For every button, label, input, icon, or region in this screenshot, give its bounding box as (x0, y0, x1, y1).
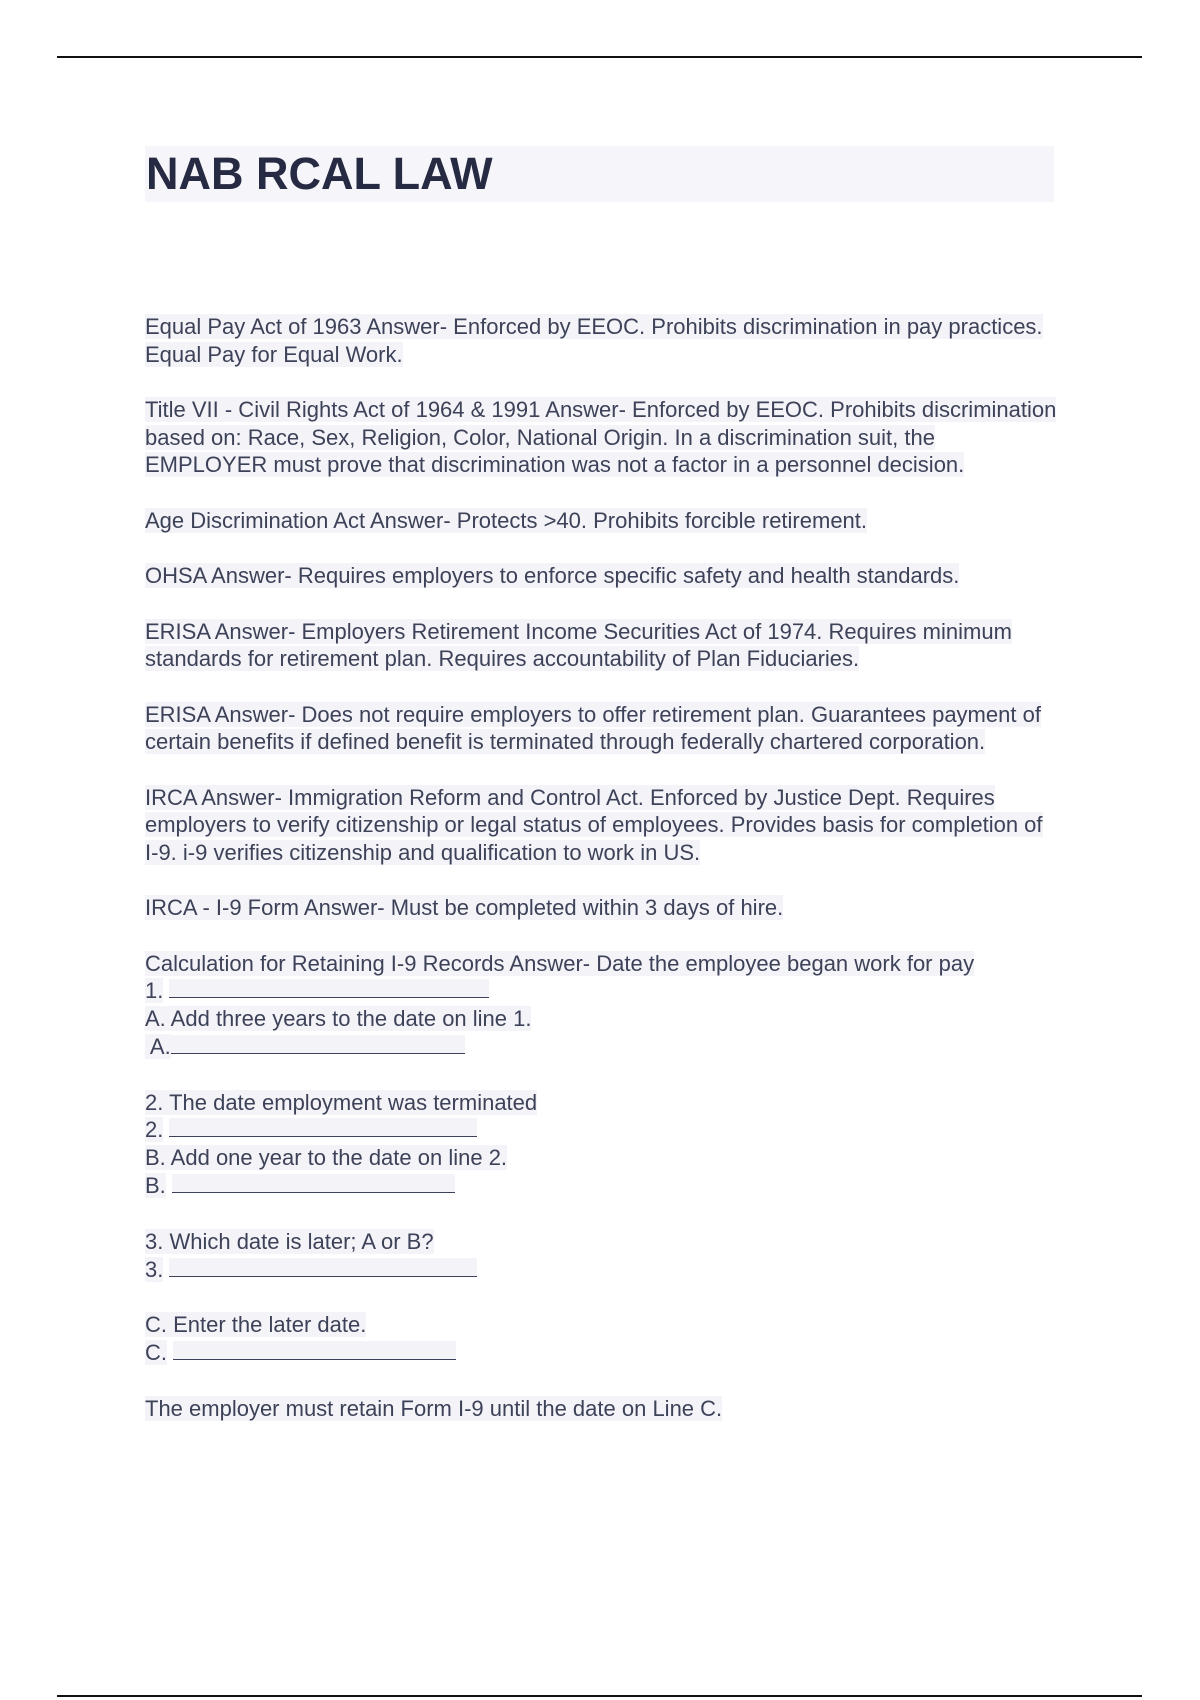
entry-text: OHSA Answer- Requires employers to enforce specific safety and health standards. (145, 563, 960, 588)
calc-line-c-label: C. (145, 1340, 167, 1366)
calc-line-c (145, 1339, 1060, 1367)
calc-line-a (145, 1033, 1060, 1061)
entry-text: Equal Pay Act of 1963 Answer- Enforced by EEOC. Prohibits discrimination in pay practices. Equal Pay for Equal Work. (145, 314, 1043, 367)
calc-instruction-a-text: A. Add three years to the date on line 1. (145, 1006, 532, 1032)
line-1-blank (169, 979, 489, 998)
line-b-blank (172, 1174, 455, 1193)
entry-irca (145, 784, 1060, 867)
calc-enter-later-text: C. Enter the later date. (145, 1312, 367, 1338)
document-body (145, 313, 1060, 1451)
entry-text: Title VII - Civil Rights Act of 1964 & 1991 Answer- Enforced by EEOC. Prohibits discrimination based on: Race, Sex, Religion, Color, National Origin. In a discrimination suit, the EMPLOYER must prove that discrimination was not a factor in a personnel decision. (145, 397, 1057, 477)
calc-group-3 (145, 1228, 1060, 1284)
line-2-blank (169, 1118, 477, 1137)
calc-line-2 (145, 1116, 1060, 1144)
calc-terminated (145, 1089, 1060, 1117)
calc-line-3-label: 3. (145, 1256, 164, 1282)
calc-closing-text: The employer must retain Form I-9 until the date on Line C. (145, 1396, 723, 1422)
top-rule (57, 56, 1142, 58)
calc-line-3 (145, 1256, 1060, 1284)
calc-group-1 (145, 950, 1060, 1061)
calc-instruction-b-text: B. Add one year to the date on line 2. (145, 1145, 508, 1171)
calc-enter-later (145, 1311, 1060, 1339)
line-a-blank (171, 1035, 465, 1054)
entry-title-vii (145, 396, 1060, 479)
bottom-rule (57, 1695, 1142, 1697)
entry-text: ERISA Answer- Employers Retirement Income Securities Act of 1974. Requires minimum standards for retirement plan. Requires accountability of Plan Fiduciaries. (145, 618, 1012, 671)
entry-erisa-benefits (145, 701, 1060, 756)
line-3-blank (169, 1258, 477, 1277)
line-c-blank (173, 1341, 456, 1360)
calc-heading (145, 950, 1060, 978)
entry-irca-i9-form (145, 894, 1060, 922)
entry-age-discrimination-act (145, 507, 1060, 535)
calc-line-2-label: 2. (145, 1117, 164, 1143)
calc-group-2 (145, 1089, 1060, 1200)
entry-ohsa (145, 562, 1060, 590)
entry-erisa-standards (145, 618, 1060, 673)
calc-line-b (145, 1172, 1060, 1200)
entry-text: IRCA - I-9 Form Answer- Must be completed within 3 days of hire. (145, 895, 784, 920)
calc-line-a-label: A. (145, 1033, 171, 1059)
calc-instruction-b (145, 1144, 1060, 1172)
entry-equal-pay-act (145, 313, 1060, 368)
calc-terminated-text: 2. The date employment was terminated (145, 1089, 538, 1115)
calc-line-b-label: B. (145, 1173, 166, 1199)
calc-group-4 (145, 1311, 1060, 1367)
calc-which-later-text: 3. Which date is later; A or B? (145, 1228, 434, 1254)
page-title: NAB RCAL LAW (146, 148, 493, 199)
entry-text: Age Discrimination Act Answer- Protects >40. Prohibits forcible retirement. (145, 507, 868, 533)
entry-text: IRCA Answer- Immigration Reform and Control Act. Enforced by Justice Dept. Requires employers to verify citizenship or legal status of employees. Provides basis for completion of I-9. i-9 verifies citizenship and qualification to work in US. (145, 784, 1043, 865)
calc-instruction-a (145, 1005, 1060, 1033)
calc-closing (145, 1395, 1060, 1423)
calc-which-later (145, 1228, 1060, 1256)
calc-line-1 (145, 977, 1060, 1005)
calc-line-1-label: 1. (145, 978, 164, 1004)
calc-heading-text: Calculation for Retaining I-9 Records Answer- Date the employee began work for pay (145, 950, 975, 976)
entry-text: ERISA Answer- Does not require employers to offer retirement plan. Guarantees payment of certain benefits if defined benefit is terminated through federally chartered corporation. (145, 701, 1041, 754)
